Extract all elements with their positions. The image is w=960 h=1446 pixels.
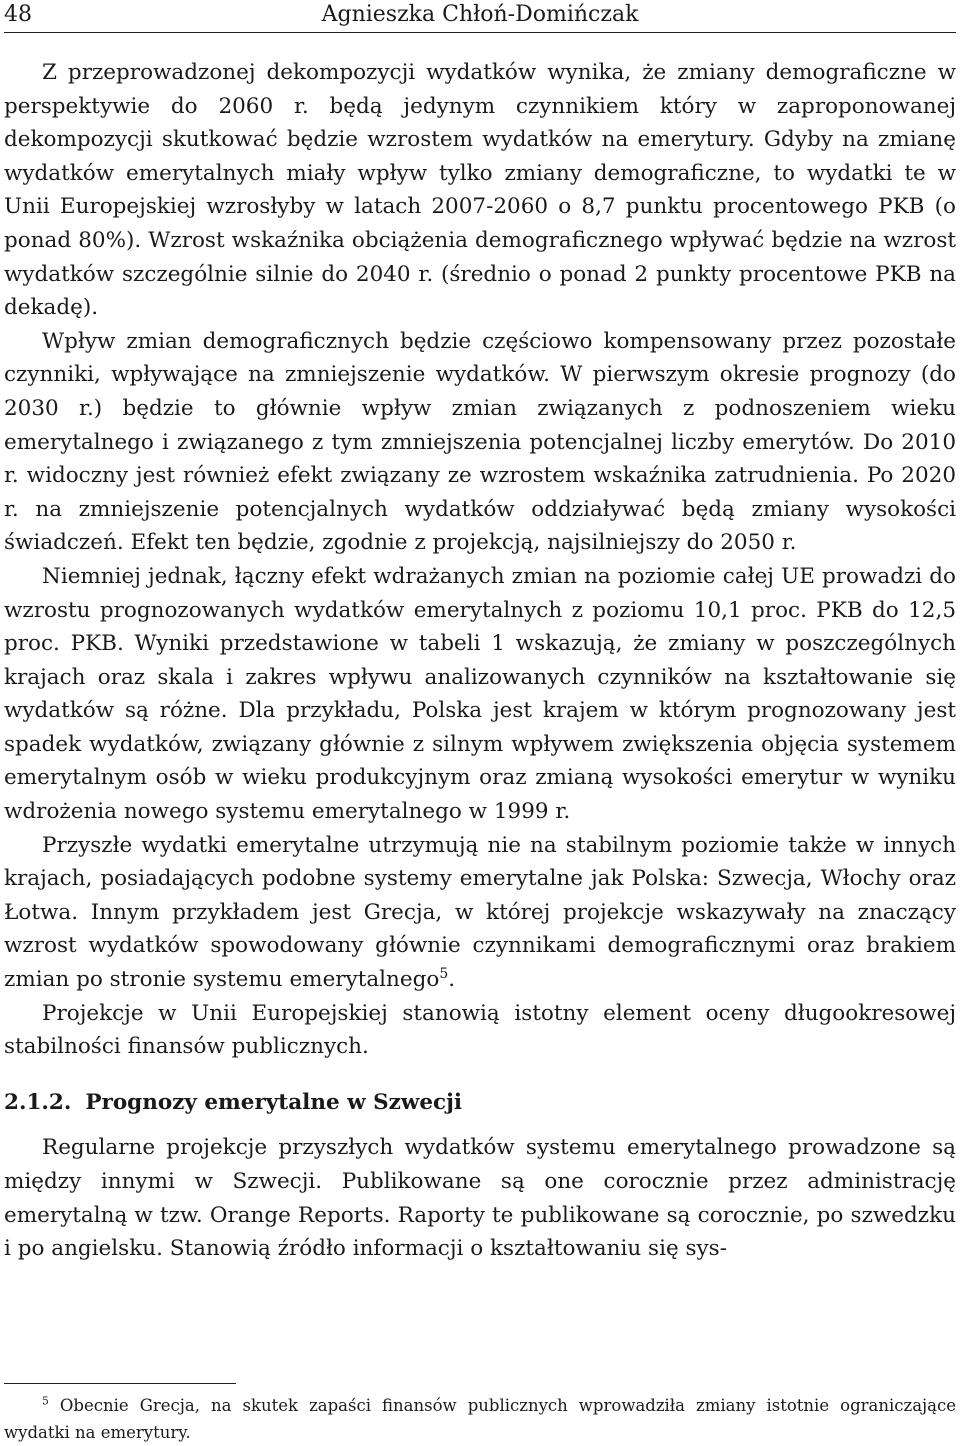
running-header	[4, 2, 956, 33]
section-title: Prognozy emerytalne w Szwecji	[85, 1089, 463, 1115]
footnote-5	[4, 1392, 956, 1446]
section-heading	[4, 1086, 956, 1120]
section-number: 2.1.2.	[4, 1089, 72, 1115]
footnotes	[4, 1383, 956, 1446]
header-author: Agnieszka Chłoń-Domińczak	[321, 2, 639, 27]
paragraph-4: Przyszłe wydatki emerytalne utrzymują nie na stabilnym poziomie także w innych krajach, posiadających podobne systemy emerytalne jak Polska: Szwecja, Włochy oraz Łotwa. Innym przykładem jest Grecja, w której projekcje wskazywały na znaczący wzrost wydatków spowodowany głównie czynnikami demograficznymi oraz brakiem zmian po stronie systemu emerytalnego$^5$.	[4, 832, 956, 993]
paragraph-5: Projekcje w Unii Europejskiej stanowią istotny element oceny długookresowej stabilności finansów publicznych.	[4, 1000, 956, 1060]
footnote-divider	[4, 1383, 236, 1384]
paragraph-3: Niemniej jednak, łączny efekt wdrażanych zmian na poziomie całej UE prowadzi do wzrostu prognozowanych wydatków emerytalnych z poziomu 10,1 proc. PKB do 12,5 proc. PKB. Wyniki przedstawione w tabeli 1 wskazują, że zmiany w poszczególnych krajach oraz skala i zakres wpływu analizowanych czynników na kształtowanie się wydatków są różne. Dla przykładu, Polska jest krajem w którym prognozowany jest spadek wydatków, związany głównie z silnym wpływem zwiększenia objęcia systemem emerytalnym osób w wieku produkcyjnym oraz zmianą wysokości emerytur w wyniku wdrożenia nowego systemu emerytalnego w 1999 r.	[4, 563, 956, 825]
paragraph-4-text: Przyszłe wydatki emerytalne utrzymują nie na stabilnym poziomie także w innych krajach, posiadających podobne systemy emerytalne jak Polska: Szwecja, Włochy oraz Łotwa. Innym przykładem jest Grecja, w której projekcje wskazywały na znaczący wzrost wydatków spowodowany głównie czynnikami demograficznymi oraz brakiem zmian po stronie systemu emerytalnego	[4, 832, 956, 993]
body-text	[4, 56, 956, 1266]
footnote-mark: 5	[42, 1394, 49, 1408]
paragraph-1: Z przeprowadzonej dekompozycji wydatków wynika, że zmiany demograficzne w perspektywie do 2060 r. będą jedynym czynnikiem który w zaproponowanej dekompozycji skutkować będzie wzrostem wydatków na emerytury. Gdyby na zmianę wydatków emerytalnych miały wpływ tylko zmiany demograficzne, to wydatki te w Unii Europejskiej wzrosłyby w latach 2007-2060 o 8,7 punktu procentowego PKB (o ponad 80%). Wzrost wskaźnika obciążenia demograficznego wpływać będzie na wzrost wydatków szczególnie silnie do 2040 r. (średnio o ponad 2 punkty procentowe PKB na dekadę).	[4, 60, 956, 321]
footnote-text: Obecnie Grecja, na skutek zapaści finansów publicznych wprowadziła zmiany istotnie ograniczające wydatki na emerytury.	[4, 1396, 957, 1442]
paragraph-2: Wpływ zmian demograficznych będzie częściowo kompensowany przez pozostałe czynniki, wpływające na zmniejszenie wydatków. W pierwszym okresie prognozy (do 2030 r.) będzie to głównie wpływ zmian związanych z podnoszeniem wieku emerytalnego i związanego z tym zmniejszenia potencjalnej liczby emerytów. Do 2010 r. widoczny jest również efekt związany ze wzrostem wskaźnika zatrudnienia. Po 2020 r. na zmniejszenie potencjalnych wydatków oddziaływać będą zmiany wysokości świadczeń. Efekt ten będzie, zgodnie z projekcją, najsilniejszy do 2050 r.	[4, 328, 956, 556]
footnote-reference[interactable]: 5	[439, 965, 449, 982]
page-number: 48	[4, 2, 32, 27]
section-paragraph: Regularne projekcje przyszłych wydatków systemu emerytalnego prowadzone są między innymi w Szwecji. Publikowane są one corocznie przez administrację emerytalną w tzw. Orange Reports. Raporty te publikowane są corocznie, po szwedzku i po angielsku. Stanowią źródło informacji o kształtowaniu się sys-	[4, 1135, 956, 1262]
